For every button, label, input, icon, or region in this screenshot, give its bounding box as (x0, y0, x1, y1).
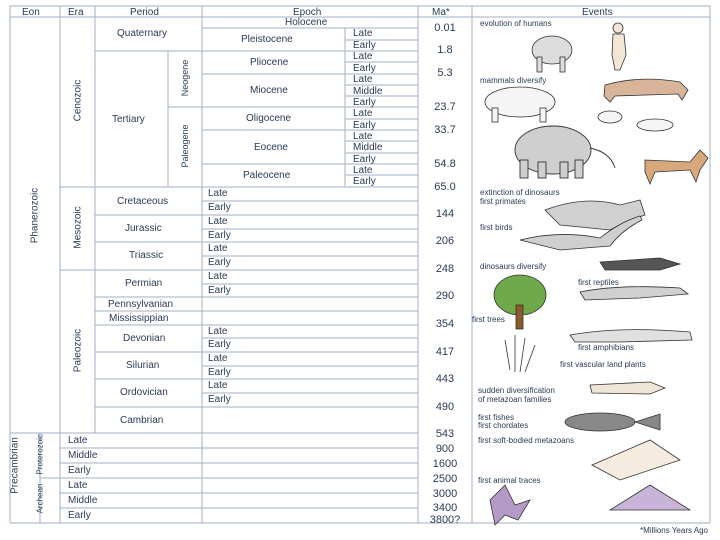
period-silurian: Silurian (126, 360, 160, 371)
subdiv-early: Early (353, 120, 376, 131)
subdiv-early: Early (353, 97, 376, 108)
event-sudden-2: of metazoan families (478, 395, 552, 404)
subdiv-late: Late (353, 28, 373, 39)
ma-value: 54.8 (434, 158, 456, 170)
ma-value: 248 (435, 263, 455, 275)
subdiv-early: Early (208, 202, 231, 213)
subdiv-late: Late (353, 51, 373, 62)
ma-value: 1.8 (437, 44, 453, 56)
ma-value: 5.3 (437, 67, 453, 79)
subdiv-late: Late (353, 108, 373, 119)
ma-value: 1600 (432, 458, 458, 470)
event-birds: first birds (480, 223, 513, 232)
era-mesozoic: Mesozoic (72, 206, 84, 249)
eon-precambrian: Precambrian (9, 437, 21, 494)
subdiv-late: Late (68, 435, 88, 446)
ma-value: 0.01 (434, 22, 456, 34)
subdiv-late: Late (353, 131, 373, 142)
ma-value: 3000 (432, 488, 458, 500)
ma-value: 417 (435, 346, 455, 358)
ma-value: 65.0 (434, 181, 456, 193)
event-trees: first trees (472, 315, 505, 324)
event-dinos: dinosaurs diversify (480, 262, 547, 271)
epoch-pliocene: Pliocene (250, 57, 289, 68)
subdiv-middle: Middle (68, 495, 98, 506)
subdiv-late: Late (68, 480, 88, 491)
event-extinction: extinction of dinosaurs (480, 188, 560, 197)
event-primates: first primates (480, 197, 526, 206)
subdiv-late: Late (208, 188, 228, 199)
subdiv-early: Early (208, 339, 231, 350)
subdiv-middle: Middle (353, 86, 383, 97)
event-chordates: first chordates (478, 421, 529, 430)
header-ma: Ma* (432, 7, 450, 18)
ma-value: 206 (435, 235, 455, 247)
eon-proterozoic: Proterozoic (35, 434, 45, 475)
period-pennsylvanian: Pennsylvanian (108, 299, 174, 310)
epoch-miocene: Miocene (250, 85, 288, 96)
subdiv-early: Early (353, 63, 376, 74)
subdiv-early: Early (353, 176, 376, 187)
period-tertiary: Tertiary (112, 114, 145, 125)
event-vascular: first vascular land plants (560, 360, 646, 369)
event-fishes: first fishes (478, 413, 515, 422)
period-quaternary: Quaternary (117, 28, 168, 39)
ma-value: 3800? (429, 514, 461, 526)
event-traces: first animal traces (478, 476, 541, 485)
ma-value: 3400 (432, 502, 458, 514)
header-eon: Eon (22, 7, 40, 18)
event-amphibians: first amphibians (578, 343, 635, 352)
event-mammals: mammals diversify (480, 76, 547, 85)
subdiv-late: Late (208, 353, 228, 364)
subdiv-early: Early (208, 285, 231, 296)
epoch-pleistocene: Pleistocene (241, 34, 293, 45)
period-ordovician: Ordovician (120, 387, 168, 398)
event-humans: evolution of humans (480, 19, 552, 28)
subdiv-middle: Middle (68, 450, 98, 461)
era-paleozoic: Paleozoic (72, 328, 84, 373)
ma-value: 23.7 (434, 101, 456, 113)
subdiv-late: Late (208, 216, 228, 227)
subdiv-late: Late (208, 271, 228, 282)
event-reptiles: first reptiles (578, 278, 619, 287)
period-permian: Permian (125, 278, 163, 289)
period-jurassic: Jurassic (125, 223, 162, 234)
event-sudden-1: sudden diversification (478, 386, 555, 395)
epoch-holocene: Holocene (285, 17, 328, 28)
subdiv-early: Early (208, 257, 231, 268)
ma-value: 2500 (432, 473, 458, 485)
ma-value: 900 (435, 443, 455, 455)
ma-value: 354 (435, 318, 455, 330)
event-soft-bodied: first soft-bodied metazoans (478, 436, 575, 445)
subperiod-paleogene: Paleogene (180, 124, 190, 168)
subdiv-early: Early (353, 40, 376, 51)
ma-value: 33.7 (434, 124, 456, 136)
period-cretaceous: Cretaceous (117, 196, 169, 207)
header-period: Period (130, 7, 159, 18)
period-cambrian: Cambrian (120, 415, 164, 426)
subdiv-early: Early (208, 230, 231, 241)
header-events: Events (582, 7, 613, 18)
subdiv-early: Early (68, 465, 91, 476)
period-devonian: Devonian (123, 333, 166, 344)
subdiv-early: Early (208, 367, 231, 378)
eon-phanerozoic: Phanerozoic (29, 187, 41, 244)
subdiv-late: Late (353, 165, 373, 176)
header-era: Era (68, 7, 84, 18)
subdiv-middle: Middle (353, 142, 383, 153)
footnote: *Millions Years Ago (639, 526, 708, 535)
subdiv-late: Late (353, 74, 373, 85)
era-cenozoic: Cenozoic (72, 79, 84, 122)
epoch-eocene: Eocene (254, 142, 288, 153)
ma-value: 443 (435, 373, 455, 385)
eon-archean: Archean (35, 483, 45, 514)
subdiv-late: Late (208, 243, 228, 254)
ma-value: 543 (435, 428, 455, 440)
epoch-oligocene: Oligocene (246, 113, 292, 124)
period-triassic: Triassic (129, 250, 164, 261)
subdiv-late: Late (208, 380, 228, 391)
subperiod-neogene: Neogene (180, 59, 190, 97)
header-epoch: Epoch (293, 7, 322, 18)
subdiv-early: Early (208, 394, 231, 405)
period-mississippian: Mississippian (109, 313, 169, 324)
ma-value: 290 (435, 290, 455, 302)
epoch-paleocene: Paleocene (243, 170, 291, 181)
subdiv-late: Late (208, 326, 228, 337)
ma-value: 144 (435, 208, 455, 220)
subdiv-early: Early (353, 154, 376, 165)
subdiv-early: Early (68, 510, 91, 521)
ma-value: 490 (435, 401, 455, 413)
